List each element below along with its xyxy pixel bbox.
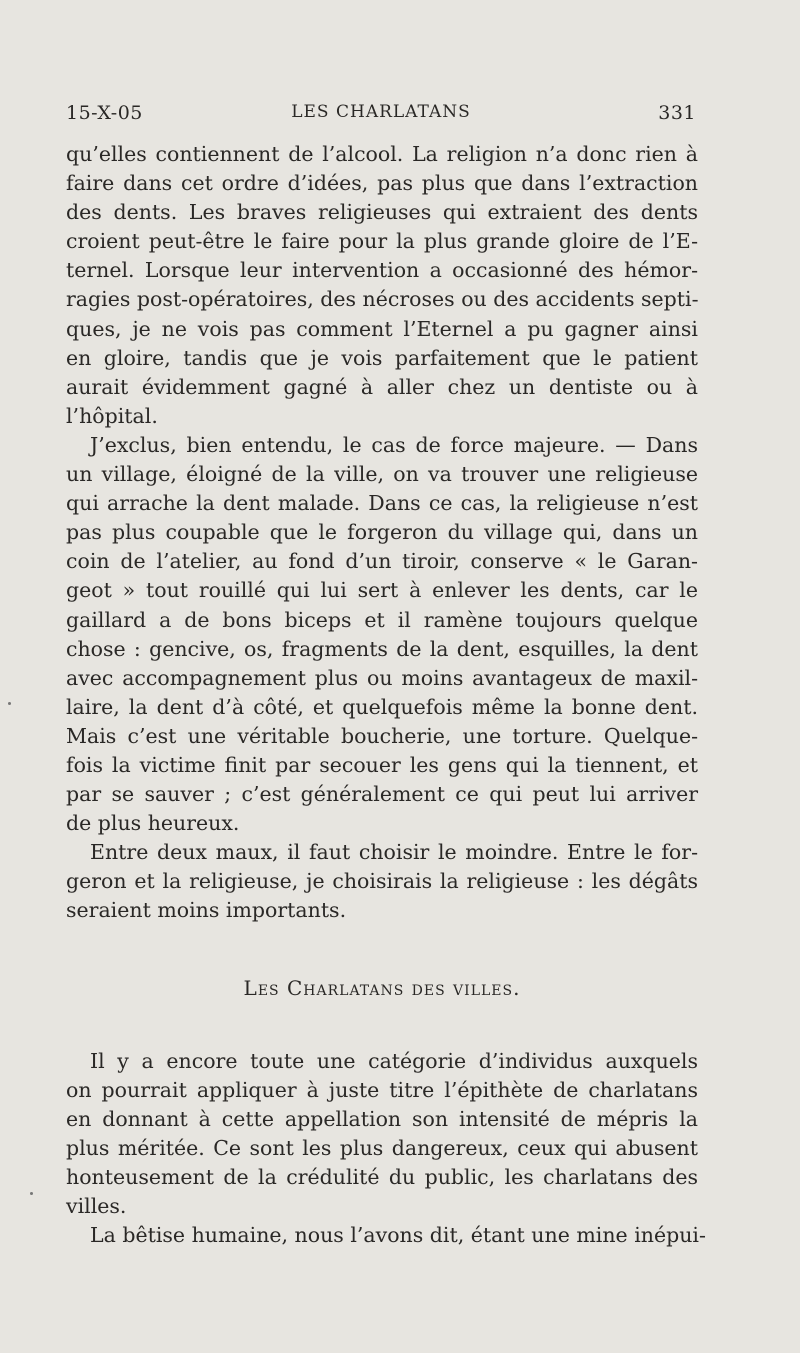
section-heading: Les Charlatans des villes. <box>243 975 521 1000</box>
paragraph <box>66 140 698 431</box>
running-head-date: 15-X-05 <box>66 102 143 124</box>
text-line: J’exclus, bien entendu, le cas de force majeure. — Dans <box>90 432 698 457</box>
text-line: ques, je ne vois pas comment l’Eternel a pu gagner ainsi <box>66 316 698 341</box>
text-line: chose : gencive, os, fragments de la dent, esquilles, la dent <box>66 636 698 661</box>
text-line: par se sauver ; c’est généralement ce qui peut lui arriver <box>66 782 698 807</box>
text-line: en donnant à cette appellation son intensité de mépris la <box>66 1106 698 1131</box>
text-line: villes. <box>66 1194 127 1219</box>
page-body <box>66 140 706 1250</box>
text-after-heading <box>66 1047 706 1251</box>
text-line: qu’elles contiennent de l’alcool. La religion n’a donc rien à <box>66 142 698 166</box>
text-line: qui arrache la dent malade. Dans ce cas, la religieuse n’est <box>66 491 698 516</box>
text-line: des dents. Les braves religieuses qui extraient des dents <box>66 200 698 225</box>
text-line: faire dans cet ordre d’idées, pas plus que dans l’extraction <box>66 171 698 196</box>
text-line: croient peut-être le faire pour la plus grande gloire de l’E- <box>66 229 698 254</box>
running-head-title: LES CHARLATANS <box>291 102 471 122</box>
paragraph <box>66 431 698 838</box>
text-line: gaillard a de bons biceps et il ramène toujours quelque <box>66 607 698 632</box>
text-line: La bêtise humaine, nous l’avons dit, étant une mine inépui- <box>90 1223 706 1248</box>
paragraph <box>66 1221 706 1250</box>
text-line: on pourrait appliquer à juste titre l’épithète de charlatans <box>66 1077 698 1102</box>
text-line: ragies post-opératoires, des nécroses ou des accidents septi- <box>66 287 699 312</box>
text-line: pas plus coupable que le forgeron du village qui, dans un <box>66 520 698 545</box>
paragraph <box>66 838 698 925</box>
text-line: fois la victime finit par secouer les gens qui la tiennent, et <box>66 752 698 777</box>
paragraph <box>66 1047 698 1222</box>
text-line: un village, éloigné de la ville, on va trouver une religieuse <box>66 462 698 487</box>
text-line: plus méritée. Ce sont les plus dangereux, ceux qui abusent <box>66 1135 698 1160</box>
text-line: en gloire, tandis que je vois parfaitement que le patient <box>66 345 698 370</box>
text-line: Entre deux maux, il faut choisir le moindre. Entre le for- <box>90 840 698 865</box>
paper-speck <box>30 1192 33 1195</box>
text-line: avec accompagnement plus ou moins avantageux de maxil- <box>66 665 698 690</box>
text-line: geot » tout rouillé qui lui sert à enlever les dents, car le <box>66 578 698 603</box>
page-number: 331 <box>658 102 696 124</box>
text-line: de plus heureux. <box>66 811 240 836</box>
text-line: laire, la dent d’à côté, et quelquefois même la bonne dent. <box>66 694 698 719</box>
text-line: l’hôpital. <box>66 403 158 428</box>
text-line: geron et la religieuse, je choisirais la religieuse : les dégâts <box>66 869 698 894</box>
running-head <box>66 102 696 132</box>
text-line: aurait évidemment gagné à aller chez un dentiste ou à <box>66 374 698 399</box>
text-line: coin de l’atelier, au fond d’un tiroir, conserve « le Garan- <box>66 549 698 574</box>
paper-speck <box>8 702 11 705</box>
text-line: Il y a encore toute une catégorie d’individus auxquels <box>90 1048 698 1073</box>
text-line: honteusement de la crédulité du public, les charlatans des <box>66 1165 698 1189</box>
text-before-heading <box>66 140 698 926</box>
text-line: ternel. Lorsque leur intervention a occasionné des hémor- <box>66 258 698 283</box>
text-line: seraient moins importants. <box>66 898 347 923</box>
text-line: Mais c’est une véritable boucherie, une torture. Quelque- <box>66 723 698 748</box>
